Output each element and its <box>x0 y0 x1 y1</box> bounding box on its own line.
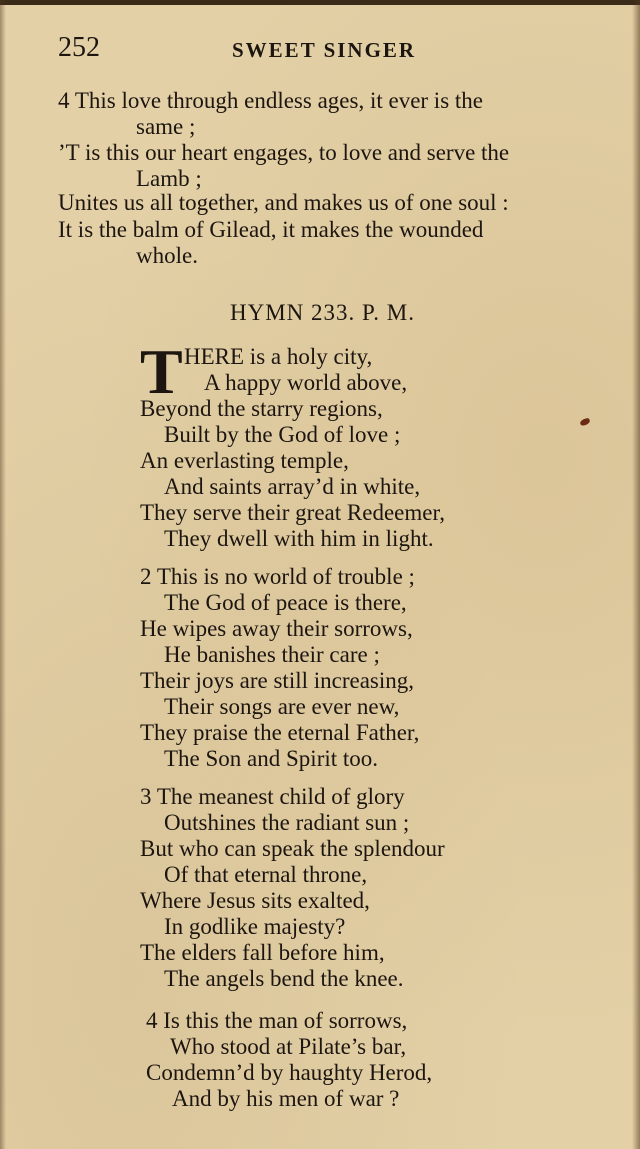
verse-line: In godlike majesty? <box>164 914 346 939</box>
verse-line: An everlasting temple, <box>140 448 349 473</box>
verse-line: They praise the eternal Father, <box>140 720 420 745</box>
verse-line: The angels bend the knee. <box>164 966 404 991</box>
hymn-heading: HYMN 233. P. M. <box>230 300 415 325</box>
continuation-line: whole. <box>136 243 198 268</box>
verse-line: 3 The meanest child of glory <box>140 784 405 809</box>
verse-line: Where Jesus sits exalted, <box>140 888 370 913</box>
verse-line: He wipes away their sorrows, <box>140 616 413 641</box>
verse-line: But who can speak the splendour <box>140 836 445 861</box>
continuation-line: same ; <box>136 114 196 139</box>
running-title: SWEET SINGER <box>232 38 417 62</box>
page-top-edge <box>0 0 640 5</box>
verse-line: Beyond the starry regions, <box>140 396 383 421</box>
verse-line: The Son and Spirit too. <box>164 746 379 771</box>
verse-line: A happy world above, <box>204 370 408 395</box>
drop-capital: T <box>140 336 183 407</box>
continuation-line: ’T is this our heart engages, to love and serve the <box>58 140 510 165</box>
verse-line: They dwell with him in light. <box>164 526 434 551</box>
verse-line: 4 Is this the man of sorrows, <box>146 1008 408 1033</box>
verse-line: They serve their great Redeemer, <box>140 500 445 525</box>
verse-line: Of that eternal throne, <box>164 862 368 887</box>
verse-line: Who stood at Pilate’s bar, <box>170 1034 407 1059</box>
verse-line: Their songs are ever new, <box>164 694 400 719</box>
ink-blot <box>579 417 590 426</box>
verse-line: Condemn’d by haughty Herod, <box>146 1060 433 1085</box>
continuation-line: It is the balm of Gilead, it makes the wounded <box>58 217 484 242</box>
verse-line: Their joys are still increasing, <box>140 668 415 693</box>
verse-line: Built by the God of love ; <box>164 422 401 447</box>
page-left-shadow <box>0 0 6 1149</box>
verse-line: And by his men of war ? <box>172 1086 400 1111</box>
page-right-shadow <box>632 0 640 1149</box>
verse-line: The God of peace is there, <box>164 590 407 615</box>
verse-line: Outshines the radiant sun ; <box>164 810 410 835</box>
verse-line: He banishes their care ; <box>164 642 380 667</box>
verse-line: 2 This is no world of trouble ; <box>140 564 415 589</box>
verse-line: The elders fall before him, <box>140 940 385 965</box>
page-number: 252 <box>58 32 100 63</box>
continuation-line: Lamb ; <box>136 166 202 191</box>
verse-line: HERE is a holy city, <box>184 344 373 369</box>
continuation-line: Unites us all together, and makes us of one soul : <box>58 190 509 215</box>
continuation-line: 4 This love through endless ages, it ever is the <box>58 88 483 113</box>
verse-line: And saints array’d in white, <box>164 474 421 499</box>
